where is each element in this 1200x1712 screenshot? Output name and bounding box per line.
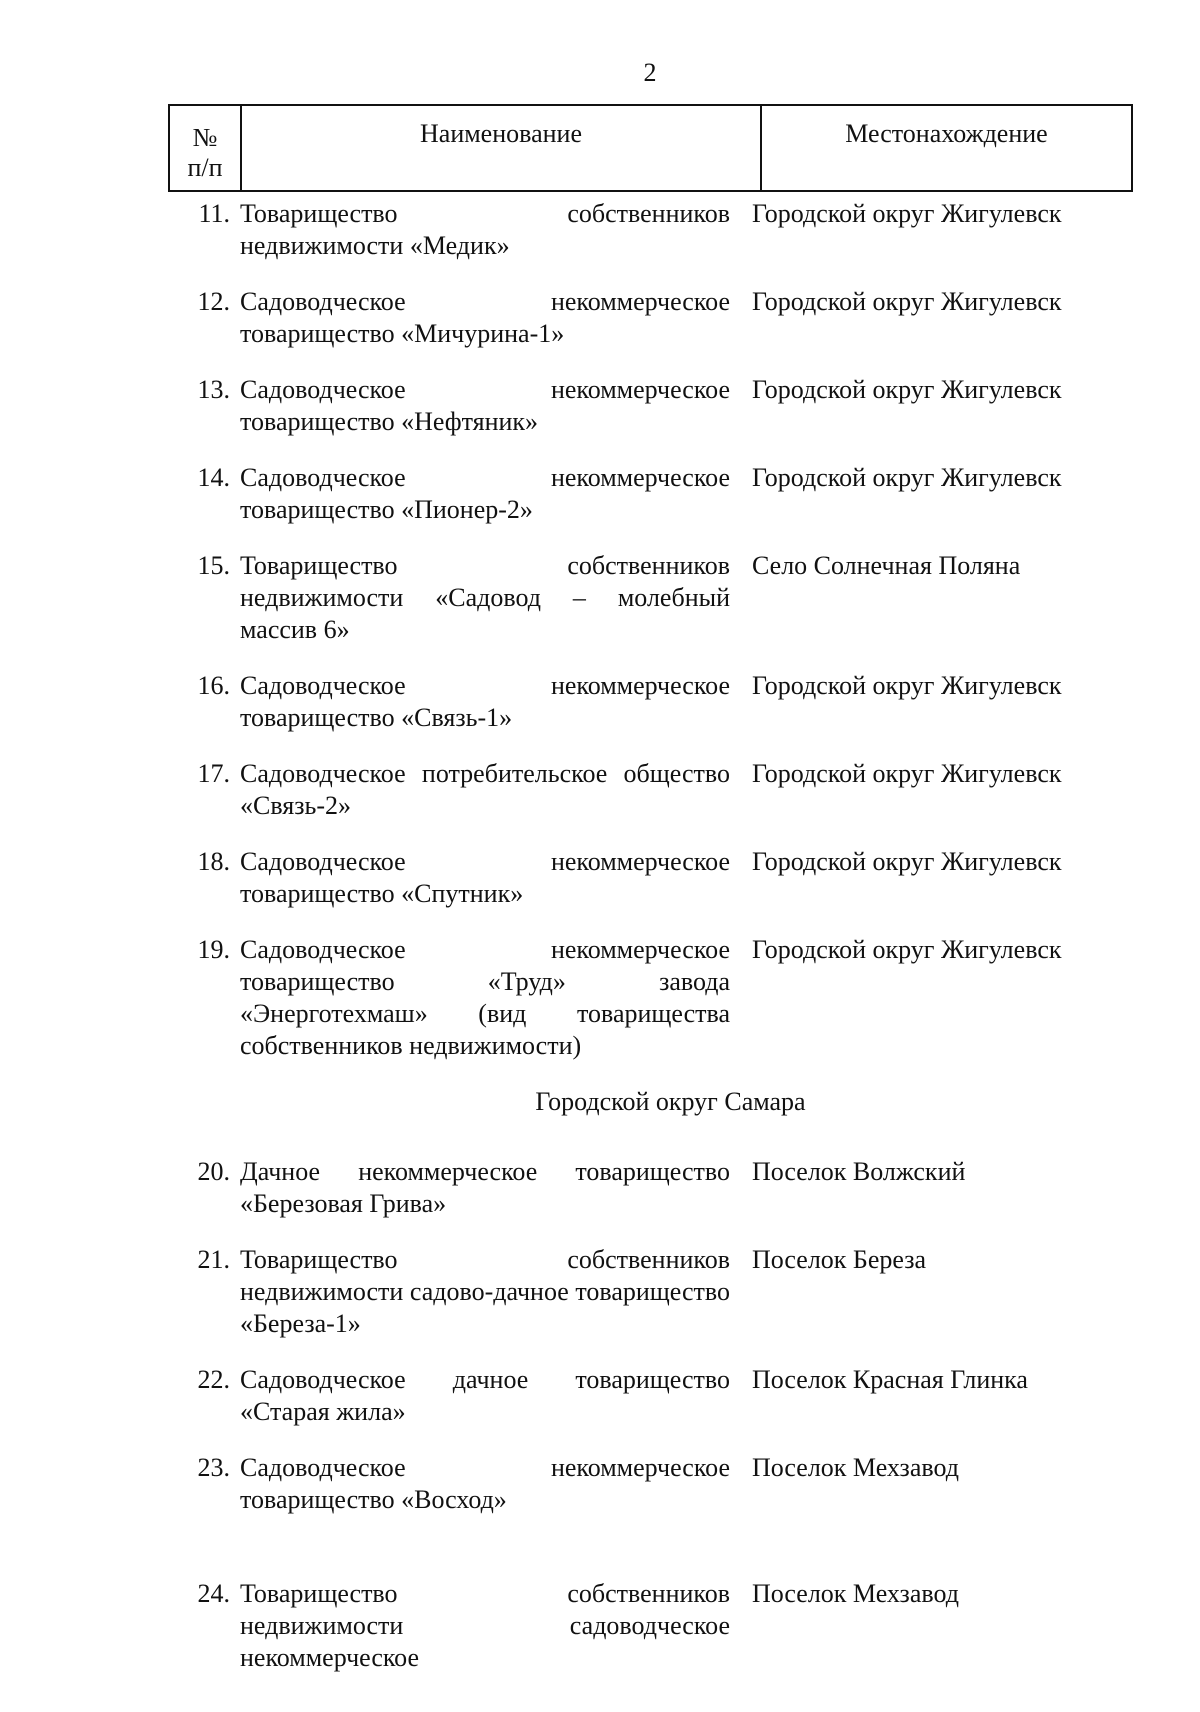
row-number: 20. [197, 1157, 230, 1186]
row-location: Городской округ Жигулевск [752, 671, 1062, 700]
row-name: Садоводческое некоммерческое товарищество «Труд» завода «Энерготехмаш» (вид товарищества собственников недвижимости) [240, 935, 730, 1060]
table-row [168, 670, 1133, 734]
table-body [168, 198, 1133, 1698]
row-location: Село Солнечная Поляна [752, 551, 1021, 580]
row-location: Городской округ Жигулевск [752, 935, 1062, 964]
row-name: Товарищество собственников недвижимости «Садовод – молебный массив 6» [240, 551, 730, 644]
row-name: Садоводческое некоммерческое товарищество «Спутник» [240, 847, 730, 908]
row-name: Садоводческое некоммерческое товарищество «Пионер-2» [240, 463, 730, 524]
row-number: 12. [197, 287, 230, 316]
row-name: Садоводческое некоммерческое товарищество «Восход» [240, 1453, 730, 1514]
row-name: Садоводческое дачное товарищество «Старая жила» [240, 1365, 730, 1426]
table-row [168, 374, 1133, 438]
row-number: 21. [197, 1245, 230, 1274]
row-name: Дачное некоммерческое товарищество «Березовая Грива» [240, 1157, 730, 1218]
table-row [168, 846, 1133, 910]
table-row [168, 934, 1133, 1062]
row-number: 14. [197, 463, 230, 492]
row-name: Садоводческое некоммерческое товарищество «Связь-1» [240, 671, 730, 732]
row-number: 18. [197, 847, 230, 876]
table-row [168, 550, 1133, 646]
row-location: Городской округ Жигулевск [752, 847, 1062, 876]
row-number: 24. [197, 1579, 230, 1608]
table-row [168, 1452, 1133, 1516]
row-name: Товарищество собственников недвижимости садово-дачное товарищество «Береза-1» [240, 1245, 730, 1338]
row-number: 22. [197, 1365, 230, 1394]
table-row [168, 198, 1133, 262]
row-number: 16. [197, 671, 230, 700]
row-name: Садоводческое некоммерческое товарищество «Нефтяник» [240, 375, 730, 436]
table-row [168, 1364, 1133, 1428]
header-name-column: Наименование [242, 106, 762, 190]
header-number-abbrev: п/п [187, 153, 223, 182]
row-number: 11. [198, 199, 230, 228]
page-number: 2 [643, 58, 657, 87]
row-location: Городской округ Жигулевск [752, 199, 1062, 228]
table-row [168, 758, 1133, 822]
row-location: Поселок Мехзавод [752, 1453, 959, 1482]
row-location: Городской округ Жигулевск [752, 463, 1062, 492]
row-location: Поселок Красная Глинка [752, 1365, 1028, 1394]
row-number: 23. [197, 1453, 230, 1482]
row-name: Садоводческое некоммерческое товарищество «Мичурина-1» [240, 287, 730, 348]
table-row [168, 1244, 1133, 1340]
row-location: Поселок Мехзавод [752, 1579, 959, 1608]
section-title: Городской округ Самара [535, 1087, 806, 1116]
row-number: 13. [197, 375, 230, 404]
row-location: Городской округ Жигулевск [752, 375, 1062, 404]
row-location: Поселок Волжский [752, 1157, 966, 1186]
table-row [168, 462, 1133, 526]
row-name: Товарищество собственников недвижимости «Медик» [240, 199, 730, 260]
table-row [168, 1578, 1133, 1674]
table-header [168, 104, 1133, 192]
row-number: 15. [197, 551, 230, 580]
row-location: Городской округ Жигулевск [752, 287, 1062, 316]
header-number-symbol: № [192, 123, 218, 152]
table-row [168, 286, 1133, 350]
row-number: 17. [197, 759, 230, 788]
row-name: Товарищество собственников недвижимости садоводческое некоммерческое [240, 1579, 730, 1672]
row-location: Городской округ Жигулевск [752, 759, 1062, 788]
row-number: 19. [197, 935, 230, 964]
header-number-column [170, 106, 242, 190]
row-name: Садоводческое потребительское общество «Связь-2» [240, 759, 730, 820]
row-location: Поселок Береза [752, 1245, 927, 1274]
header-location-column: Местонахождение [845, 119, 1048, 148]
table-row [168, 1156, 1133, 1220]
